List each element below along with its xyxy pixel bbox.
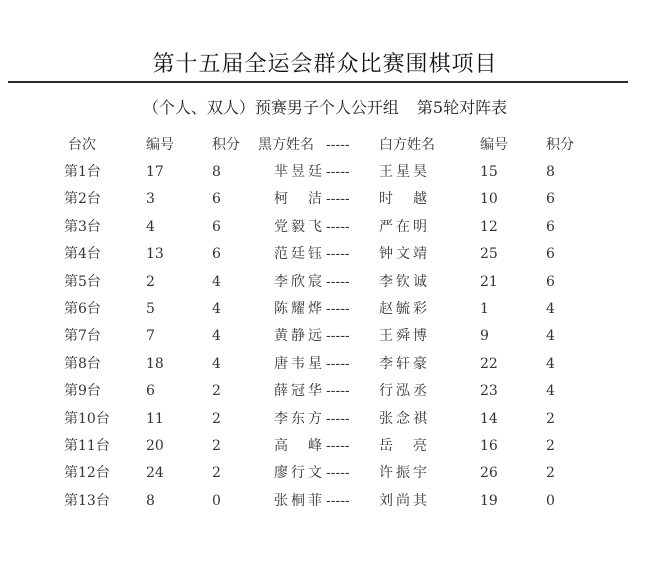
white-points-cell: 2 bbox=[546, 438, 555, 454]
separator-cell: ----- bbox=[326, 218, 350, 235]
white-number-cell: 25 bbox=[480, 246, 498, 263]
black-name-cell: 唐韦星 bbox=[274, 355, 322, 372]
black-points-cell: 8 bbox=[212, 164, 221, 180]
separator-cell: ----- bbox=[326, 410, 350, 427]
table-row bbox=[0, 487, 650, 515]
separator-cell: ----- bbox=[326, 191, 350, 208]
separator-cell: ----- bbox=[326, 246, 350, 263]
separator-cell: ----- bbox=[326, 328, 350, 345]
header-number-white: 编号 bbox=[480, 137, 508, 153]
white-number-cell: 19 bbox=[480, 492, 498, 509]
white-number-cell: 26 bbox=[480, 465, 498, 482]
separator-cell: ----- bbox=[326, 465, 350, 482]
black-number-cell: 20 bbox=[146, 438, 164, 454]
page-title: 第十五届全运会群众比赛围棋项目 bbox=[152, 52, 498, 77]
separator-cell: ----- bbox=[326, 355, 350, 372]
table-row bbox=[0, 350, 650, 378]
white-number-cell: 9 bbox=[480, 328, 489, 345]
black-points-cell: 6 bbox=[212, 191, 221, 208]
table-header bbox=[0, 131, 650, 159]
white-name-cell: 王星昊 bbox=[379, 164, 427, 180]
black-number-cell: 11 bbox=[146, 410, 164, 427]
black-points-cell: 4 bbox=[212, 301, 221, 317]
white-name-cell: 时越 bbox=[379, 191, 427, 208]
header-white-name: 白方姓名 bbox=[379, 137, 435, 153]
black-name-cell: 黄静远 bbox=[274, 328, 322, 345]
black-points-cell: 0 bbox=[212, 492, 221, 509]
white-points-cell: 0 bbox=[546, 492, 555, 509]
black-name-cell: 薛冠华 bbox=[274, 383, 322, 400]
white-name-cell: 张念祺 bbox=[379, 410, 427, 427]
board-cell: 第3台 bbox=[64, 218, 101, 235]
black-number-cell: 13 bbox=[146, 246, 164, 263]
white-points-cell: 4 bbox=[546, 301, 555, 317]
black-points-cell: 4 bbox=[212, 328, 221, 345]
white-points-cell: 4 bbox=[546, 383, 555, 400]
white-name-cell: 李钦诚 bbox=[379, 273, 427, 290]
black-points-cell: 2 bbox=[212, 465, 221, 482]
white-name-cell: 岳亮 bbox=[379, 438, 427, 454]
header-points-black: 积分 bbox=[212, 137, 240, 153]
table-row bbox=[0, 213, 650, 241]
table-row bbox=[0, 268, 650, 296]
white-points-cell: 8 bbox=[546, 164, 555, 180]
white-number-cell: 12 bbox=[480, 218, 498, 235]
board-cell: 第7台 bbox=[64, 328, 101, 345]
board-cell: 第6台 bbox=[64, 301, 101, 317]
white-points-cell: 6 bbox=[546, 273, 555, 290]
separator-cell: ----- bbox=[326, 273, 350, 290]
white-name-cell: 钟文靖 bbox=[379, 246, 427, 263]
black-points-cell: 2 bbox=[212, 438, 221, 454]
black-number-cell: 2 bbox=[146, 273, 155, 290]
black-name-cell: 李欣宸 bbox=[274, 273, 322, 290]
white-name-cell: 许振宇 bbox=[379, 465, 427, 482]
white-points-cell: 4 bbox=[546, 355, 555, 372]
black-points-cell: 6 bbox=[212, 218, 221, 235]
board-cell: 第5台 bbox=[64, 273, 101, 290]
black-number-cell: 17 bbox=[146, 164, 164, 180]
black-number-cell: 3 bbox=[146, 191, 155, 208]
black-name-cell: 柯洁 bbox=[274, 191, 322, 208]
white-name-cell: 严在明 bbox=[379, 218, 427, 235]
black-name-cell: 芈昱廷 bbox=[274, 164, 322, 180]
white-number-cell: 16 bbox=[480, 438, 498, 454]
black-number-cell: 4 bbox=[146, 218, 155, 235]
white-points-cell: 6 bbox=[546, 246, 555, 263]
white-number-cell: 23 bbox=[480, 383, 498, 400]
separator-cell: ----- bbox=[326, 383, 350, 400]
separator-cell: ----- bbox=[326, 492, 350, 509]
board-cell: 第13台 bbox=[64, 492, 110, 509]
black-points-cell: 2 bbox=[212, 383, 221, 400]
subtitle-round: 第5轮对阵表 bbox=[416, 98, 508, 117]
header-points-white: 积分 bbox=[546, 137, 574, 153]
board-cell: 第8台 bbox=[64, 355, 101, 372]
black-points-cell: 4 bbox=[212, 273, 221, 290]
header-separator: ----- bbox=[326, 137, 350, 153]
black-number-cell: 24 bbox=[146, 465, 164, 482]
board-cell: 第9台 bbox=[64, 383, 101, 400]
table-row bbox=[0, 295, 650, 323]
white-number-cell: 10 bbox=[480, 191, 498, 208]
title-divider bbox=[8, 81, 628, 83]
table-row bbox=[0, 459, 650, 487]
white-name-cell: 王舜博 bbox=[379, 328, 427, 345]
black-number-cell: 5 bbox=[146, 301, 155, 317]
subtitle-group: （个人、双人）预赛男子个人公开组 bbox=[142, 98, 399, 117]
header-black-name: 黑方姓名 bbox=[258, 137, 314, 153]
black-points-cell: 4 bbox=[212, 355, 221, 372]
white-number-cell: 21 bbox=[480, 273, 498, 290]
black-number-cell: 7 bbox=[146, 328, 155, 345]
white-number-cell: 22 bbox=[480, 355, 498, 372]
table-row bbox=[0, 322, 650, 350]
black-number-cell: 6 bbox=[146, 383, 155, 400]
white-points-cell: 6 bbox=[546, 191, 555, 208]
separator-cell: ----- bbox=[326, 301, 350, 317]
white-number-cell: 15 bbox=[480, 164, 498, 180]
table-row bbox=[0, 377, 650, 405]
black-name-cell: 党毅飞 bbox=[274, 218, 322, 235]
board-cell: 第4台 bbox=[64, 246, 101, 263]
black-name-cell: 李东方 bbox=[274, 410, 322, 427]
black-points-cell: 6 bbox=[212, 246, 221, 263]
black-number-cell: 8 bbox=[146, 492, 155, 509]
black-number-cell: 18 bbox=[146, 355, 164, 372]
white-points-cell: 2 bbox=[546, 410, 555, 427]
black-name-cell: 张桐菲 bbox=[274, 492, 322, 509]
table-row bbox=[0, 158, 650, 186]
white-number-cell: 1 bbox=[480, 301, 489, 317]
board-cell: 第11台 bbox=[64, 438, 110, 454]
separator-cell: ----- bbox=[326, 164, 350, 180]
black-name-cell: 高峰 bbox=[274, 438, 322, 454]
header-number-black: 编号 bbox=[146, 137, 174, 153]
separator-cell: ----- bbox=[326, 438, 350, 454]
board-cell: 第2台 bbox=[64, 191, 101, 208]
table-row bbox=[0, 432, 650, 460]
black-name-cell: 廖行文 bbox=[274, 465, 322, 482]
table-row bbox=[0, 185, 650, 213]
white-name-cell: 刘尚其 bbox=[379, 492, 427, 509]
white-name-cell: 行泓丞 bbox=[379, 383, 427, 400]
board-cell: 第12台 bbox=[64, 465, 110, 482]
white-name-cell: 李轩豪 bbox=[379, 355, 427, 372]
black-name-cell: 范廷钰 bbox=[274, 246, 322, 263]
white-points-cell: 4 bbox=[546, 328, 555, 345]
table-row bbox=[0, 405, 650, 433]
table-row bbox=[0, 240, 650, 268]
white-points-cell: 2 bbox=[546, 465, 555, 482]
page-subtitle bbox=[0, 95, 650, 118]
header-board: 台次 bbox=[68, 137, 96, 153]
board-cell: 第1台 bbox=[64, 164, 101, 180]
black-name-cell: 陈耀烨 bbox=[274, 301, 322, 317]
white-name-cell: 赵毓彩 bbox=[379, 301, 427, 317]
white-number-cell: 14 bbox=[480, 410, 498, 427]
white-points-cell: 6 bbox=[546, 218, 555, 235]
black-points-cell: 2 bbox=[212, 410, 221, 427]
board-cell: 第10台 bbox=[64, 410, 110, 427]
